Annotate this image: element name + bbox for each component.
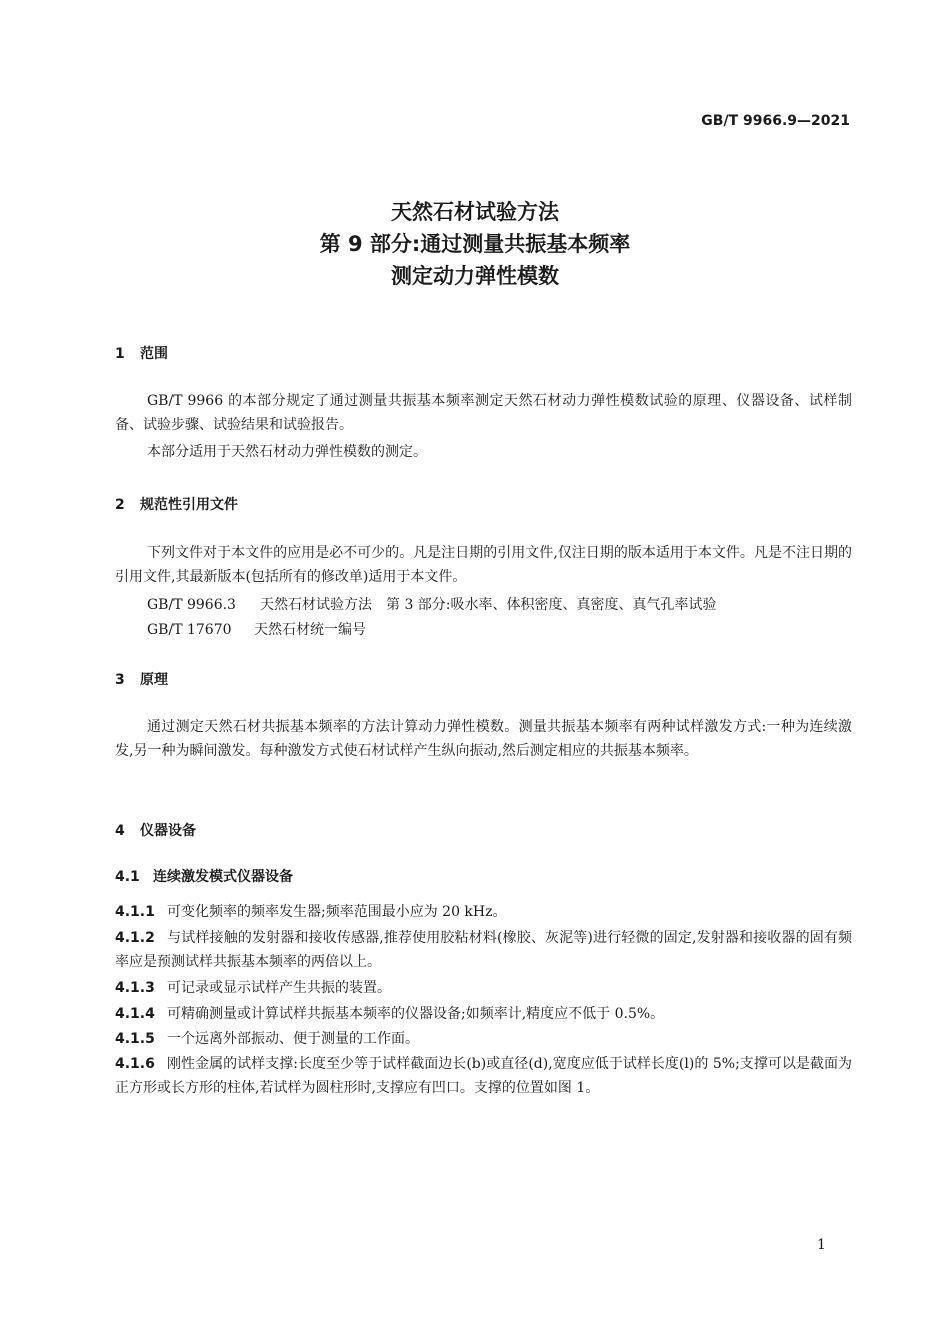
clause-number: 4.1.6: [115, 1056, 155, 1072]
clause-text: 可变化频率的频率发生器;频率范围最小应为 20 kHz。: [167, 904, 507, 920]
clause-text: 可精确测量或计算试样共振基本频率的仪器设备;如频率计,精度应不低于 0.5%。: [167, 1006, 665, 1022]
clause-4-1-5: [115, 1027, 852, 1051]
section-2-heading: [115, 494, 238, 514]
subsection-number: 4.1: [115, 869, 140, 885]
subsection-4-1-heading: [115, 866, 293, 886]
title-line-1: 天然石材试验方法: [391, 200, 559, 224]
clause-text: 与试样接触的发射器和接收传感器,推荐使用胶粘材料(橡胶、灰泥等)进行轻微的固定,发射器和接收器的固有频率应是预测试样共振基本频率的两倍以上。: [115, 930, 852, 970]
subsection-title: 连续激发模式仪器设备: [153, 869, 293, 885]
normative-reference: [147, 594, 717, 614]
clause-4-1-4: [115, 1002, 852, 1026]
section-3-heading: [115, 669, 168, 689]
section-number: 4: [115, 823, 125, 839]
section-3-paragraph-1: 通过测定天然石材共振基本频率的方法计算动力弹性模数。测量共振基本频率有两种试样激发方式:一种为连续激发,另一种为瞬间激发。每种激发方式使石材试样产生纵向振动,然后测定相应的共振基本频率。: [115, 719, 852, 759]
title-line-2: 第 9 部分:通过测量共振基本频率: [319, 232, 631, 256]
page-number: 1: [817, 1237, 826, 1253]
normative-reference: [147, 619, 366, 639]
reference-title: 天然石材统一编号: [254, 622, 366, 638]
reference-code: GB/T 9966.3: [147, 597, 236, 613]
title-line-3: 测定动力弹性模数: [391, 264, 559, 288]
clause-4-1-3: [115, 976, 852, 1000]
section-title: 范围: [140, 346, 168, 362]
clause-text: 刚性金属的试样支撑:长度至少等于试样截面边长(b)或直径(d),宽度应低于试样长度(l)的 5%;支撑可以是截面为正方形或长方形的柱体,若试样为圆柱形时,支撑应有凹口。支撑的位置如图 1。: [115, 1056, 852, 1096]
section-2-paragraph-1: 下列文件对于本文件的应用是必不可少的。凡是注日期的引用文件,仅注日期的版本适用于本文件。凡是不注日期的引用文件,其最新版本(包括所有的修改单)适用于本文件。: [115, 545, 852, 585]
clause-number: 4.1.4: [115, 1006, 155, 1022]
section-1-heading: [115, 343, 168, 363]
section-title: 仪器设备: [140, 823, 196, 839]
clause-number: 4.1.2: [115, 930, 155, 946]
reference-code: GB/T 17670: [147, 622, 232, 638]
clause-text: 一个远离外部振动、便于测量的工作面。: [167, 1031, 419, 1047]
section-4-heading: [115, 820, 196, 840]
section-number: 2: [115, 497, 125, 513]
standard-code: GB/T 9966.9—2021: [701, 113, 850, 129]
section-title: 规范性引用文件: [140, 497, 238, 513]
clause-4-1-6: [115, 1052, 852, 1100]
clause-number: 4.1.1: [115, 904, 155, 920]
reference-title: 天然石材试验方法 第 3 部分:吸水率、体积密度、真密度、真气孔率试验: [260, 597, 717, 613]
clause-4-1-1: [115, 900, 852, 924]
section-1-paragraph-1: GB/T 9966 的本部分规定了通过测量共振基本频率测定天然石材动力弹性模数试验的原理、仪器设备、试样制备、试验步骤、试验结果和试验报告。: [115, 393, 852, 433]
clause-4-1-2: [115, 926, 852, 974]
section-number: 1: [115, 346, 125, 362]
section-title: 原理: [140, 672, 168, 688]
section-1-paragraph-2: 本部分适用于天然石材动力弹性模数的测定。: [147, 444, 427, 460]
clause-number: 4.1.3: [115, 980, 155, 996]
clause-number: 4.1.5: [115, 1031, 155, 1047]
clause-text: 可记录或显示试样产生共振的装置。: [167, 980, 391, 996]
section-number: 3: [115, 672, 125, 688]
